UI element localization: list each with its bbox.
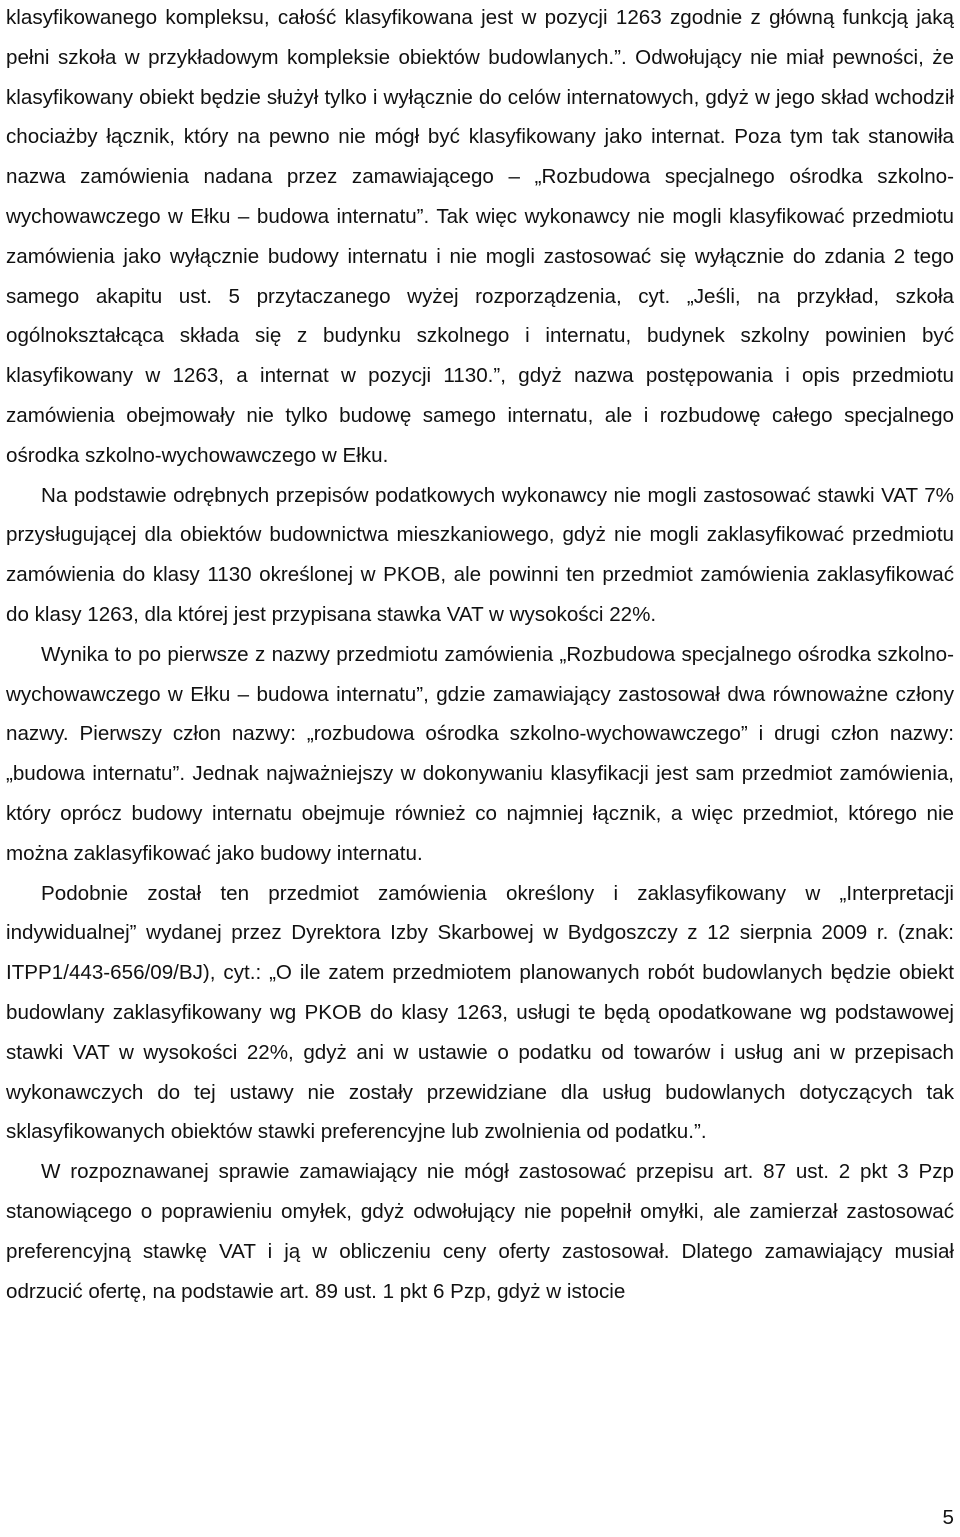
paragraph-3: Wynika to po pierwsze z nazwy przedmiotu zamówienia „Rozbudowa specjalnego ośrodka szkolno-wychowawczego w Ełku – budowa internatu”, gdzie zamawiający zastosował dwa równoważne człony nazwy. Pierwszy człon nazwy: „rozbudowa ośrodka szkolno-wychowawczego” i drugi człon nazwy: „budowa internatu”. Jednak najważniejszy w dokonywaniu klasyfikacji jest sam przedmiot zamówienia, który oprócz budowy internatu obejmuje również co najmniej łącznik, a więc przedmiot, którego nie można zaklasyfikować jako budowy internatu. — [6, 642, 954, 865]
page-number: 5 — [942, 1506, 954, 1529]
paragraph-5: W rozpoznawanej sprawie zamawiający nie mógł zastosować przepisu art. 87 ust. 2 pkt 3 Pzp stanowiącego o poprawieniu omyłek, gdyż odwołujący nie popełnił omyłki, ale zamierzał zastosować preferencyjną stawkę VAT i ją w obliczeniu ceny oferty zastosował. Dlatego zamawiający musiał odrzucić ofertę, na podstawie art. 89 ust. 1 pkt 6 Pzp, gdyż w istocie — [6, 1160, 954, 1303]
paragraph-2: Na podstawie odrębnych przepisów podatkowych wykonawcy nie mogli zastosować stawki VAT 7% przysługującej dla obiektów budownictwa mieszkaniowego, gdyż nie mogli zaklasyfikować przedmiotu zamówienia do klasy 1130 określonej w PKOB, ale powinni ten przedmiot zamówienia zaklasyfikować do klasy 1263, dla której jest przypisana stawka VAT w wysokości 22%. — [6, 483, 954, 626]
paragraph-1: klasyfikowanego kompleksu, całość klasyfikowana jest w pozycji 1263 zgodnie z główną funkcją jaką pełni szkoła w przykładowym kompleksie obiektów budowlanych.”. Odwołujący nie miał pewności, że klasyfikowany obiekt będzie służył tylko i wyłącznie do celów internatowych, gdyż w jego skład wchodził chociażby łącznik, który na pewno nie mógł być klasyfikowany jako internat. Poza tym tak stanowiła nazwa zamówienia nadana przez zamawiającego – „Rozbudowa specjalnego ośrodka szkolno-wychowawczego w Ełku – budowa internatu”. Tak więc wykonawcy nie mogli klasyfikować przedmiotu zamówienia jako wyłącznie budowy internatu i nie mogli zastosować się wyłącznie do zdania 2 tego samego akapitu ust. 5 przytaczanego wyżej rozporządzenia, cyt. „Jeśli, na przykład, szkoła ogólnokształcąca składa się z budynku szkolnego i internatu, budynek szkolny powinien być klasyfikowany w 1263, a internat w pozycji 1130.”, gdyż nazwa postępowania i opis przedmiotu zamówienia obejmowały nie tylko budowę samego internatu, ale i rozbudowę całego specjalnego ośrodka szkolno-wychowawczego w Ełku. — [6, 6, 954, 467]
paragraph-4: Podobnie został ten przedmiot zamówienia określony i zaklasyfikowany w „Interpretacji indywidualnej” wydanej przez Dyrektora Izby Skarbowej w Bydgoszczy z 12 sierpnia 2009 r. (znak: ITPP1/443-656/09/BJ), cyt.: „O ile zatem przedmiotem planowanych robót budowlanych będzie obiekt budowlany zaklasyfikowany wg PKOB do klasy 1263, usługi te będą opodatkowane wg podstawowej stawki VAT w wysokości 22%, gdyż ani w ustawie o podatku od towarów i usług ani w przepisach wykonawczych do tej ustawy nie zostały przewidziane dla usług budowlanych dotyczących tak sklasyfikowanych obiektów stawki preferencyjne lub zwolnienia od podatku.”. — [6, 881, 954, 1144]
